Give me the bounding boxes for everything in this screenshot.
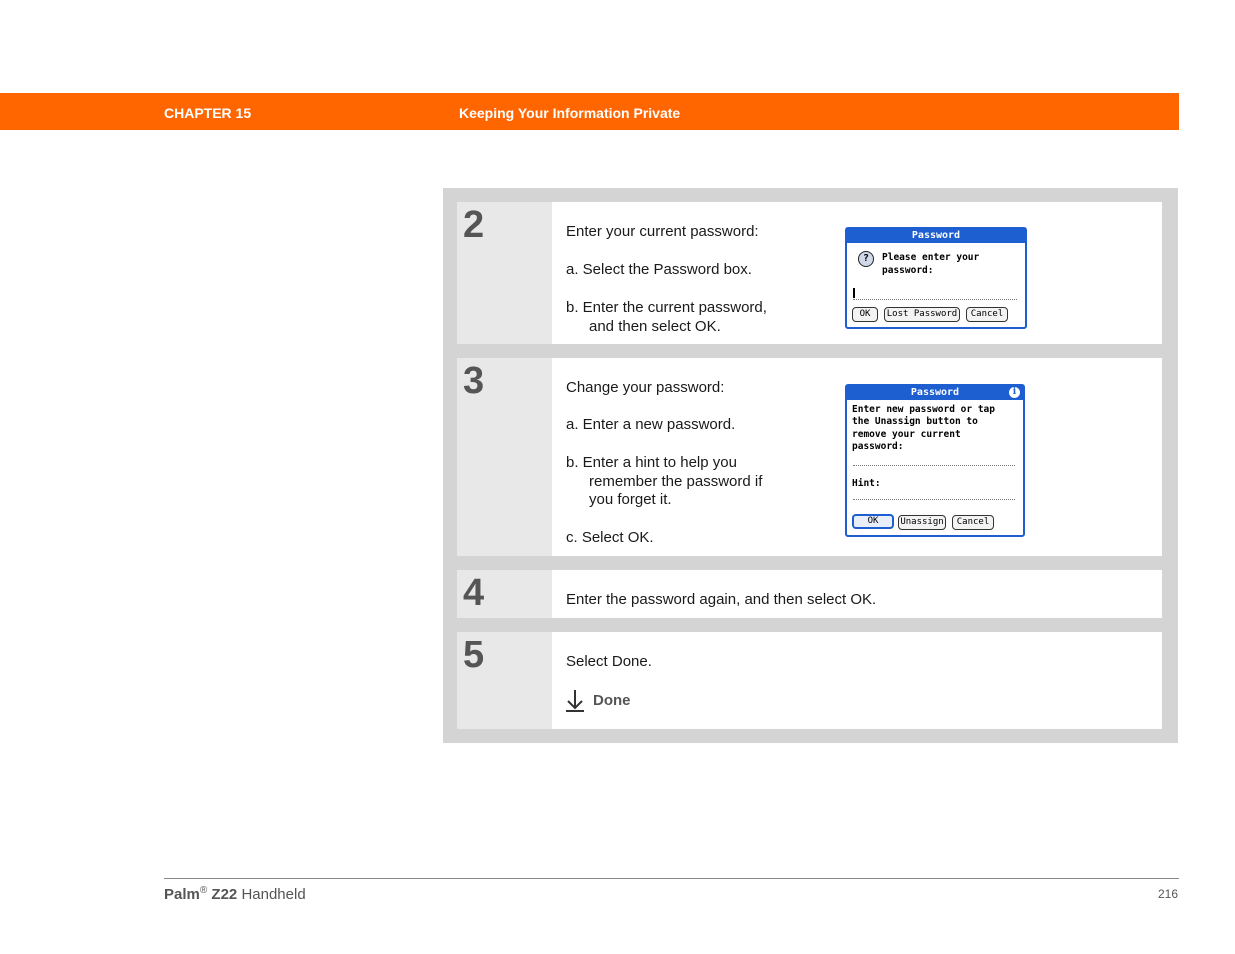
footer-product [164, 885, 306, 903]
step-text: b. Enter the current password, [566, 299, 767, 316]
step-text: Enter the password again, and then select OK. [566, 591, 877, 608]
dialog-title: Password [847, 229, 1025, 243]
dialog-title-text: Password [910, 387, 960, 398]
step-number-cell [457, 632, 552, 729]
step-body-cell [552, 202, 1162, 344]
step-text: Select Done. [566, 653, 652, 670]
chapter-title: Keeping Your Information Private [459, 105, 681, 121]
password-dialog-screenshot [845, 227, 1027, 329]
cancel-button[interactable]: Cancel [966, 307, 1008, 322]
ok-button[interactable]: OK [852, 307, 878, 322]
step-number: 3 [463, 360, 485, 402]
password-field-line [853, 465, 1015, 466]
footer-divider [164, 878, 1179, 879]
steps-table [443, 188, 1178, 743]
password-field-line [853, 299, 1017, 300]
step-text: remember the password if [589, 473, 763, 490]
step-number: 5 [463, 634, 485, 676]
step-text: Enter your current password: [566, 223, 759, 240]
hint-field-line [853, 499, 1015, 500]
text-cursor [853, 288, 855, 298]
brand: Palm [164, 886, 200, 903]
done-label: Done [593, 692, 631, 709]
dialog-message: password: [852, 441, 904, 452]
step-4 [457, 570, 1162, 618]
step-3 [457, 358, 1162, 556]
step-2 [457, 202, 1162, 344]
step-body-cell [552, 632, 1162, 729]
product: Handheld [241, 886, 306, 903]
ok-button[interactable]: OK [852, 514, 894, 529]
chapter-label: CHAPTER 15 [164, 105, 252, 121]
dialog-message: remove your current [852, 429, 961, 440]
step-number: 4 [463, 572, 485, 614]
step-text: a. Select the Password box. [566, 261, 752, 278]
dialog-message: password: [882, 265, 934, 276]
registered-mark: ® [199, 885, 208, 896]
chapter-header-bar [0, 93, 1179, 130]
model: Z22 [211, 886, 238, 903]
step-text: and then select OK. [589, 318, 721, 335]
dialog-message: Please enter your [882, 252, 980, 263]
tap-arrow-icon [566, 689, 584, 713]
dialog-title [847, 386, 1023, 400]
hint-label: Hint: [852, 478, 881, 489]
step-number-cell [457, 570, 552, 618]
step-text: a. Enter a new password. [566, 416, 736, 433]
step-text: you forget it. [589, 491, 672, 508]
step-number: 2 [463, 204, 485, 246]
question-icon: ? [858, 251, 874, 267]
page-number: 216 [1158, 887, 1179, 901]
unassign-button[interactable]: Unassign [898, 515, 946, 530]
step-text: c. Select OK. [566, 529, 654, 546]
step-number-cell [457, 202, 552, 344]
lost-password-button[interactable]: Lost Password [884, 307, 960, 322]
cancel-button[interactable]: Cancel [952, 515, 994, 530]
info-icon[interactable]: i [1009, 387, 1020, 398]
dialog-message: Enter new password or tap [852, 404, 995, 415]
step-text: Change your password: [566, 379, 725, 396]
new-password-dialog-screenshot [845, 384, 1025, 537]
step-5 [457, 632, 1162, 729]
step-body-cell [552, 358, 1162, 556]
step-number-cell [457, 358, 552, 556]
step-text: b. Enter a hint to help you [566, 454, 737, 471]
step-body-cell [552, 570, 1162, 618]
dialog-message: the Unassign button to [852, 416, 978, 427]
